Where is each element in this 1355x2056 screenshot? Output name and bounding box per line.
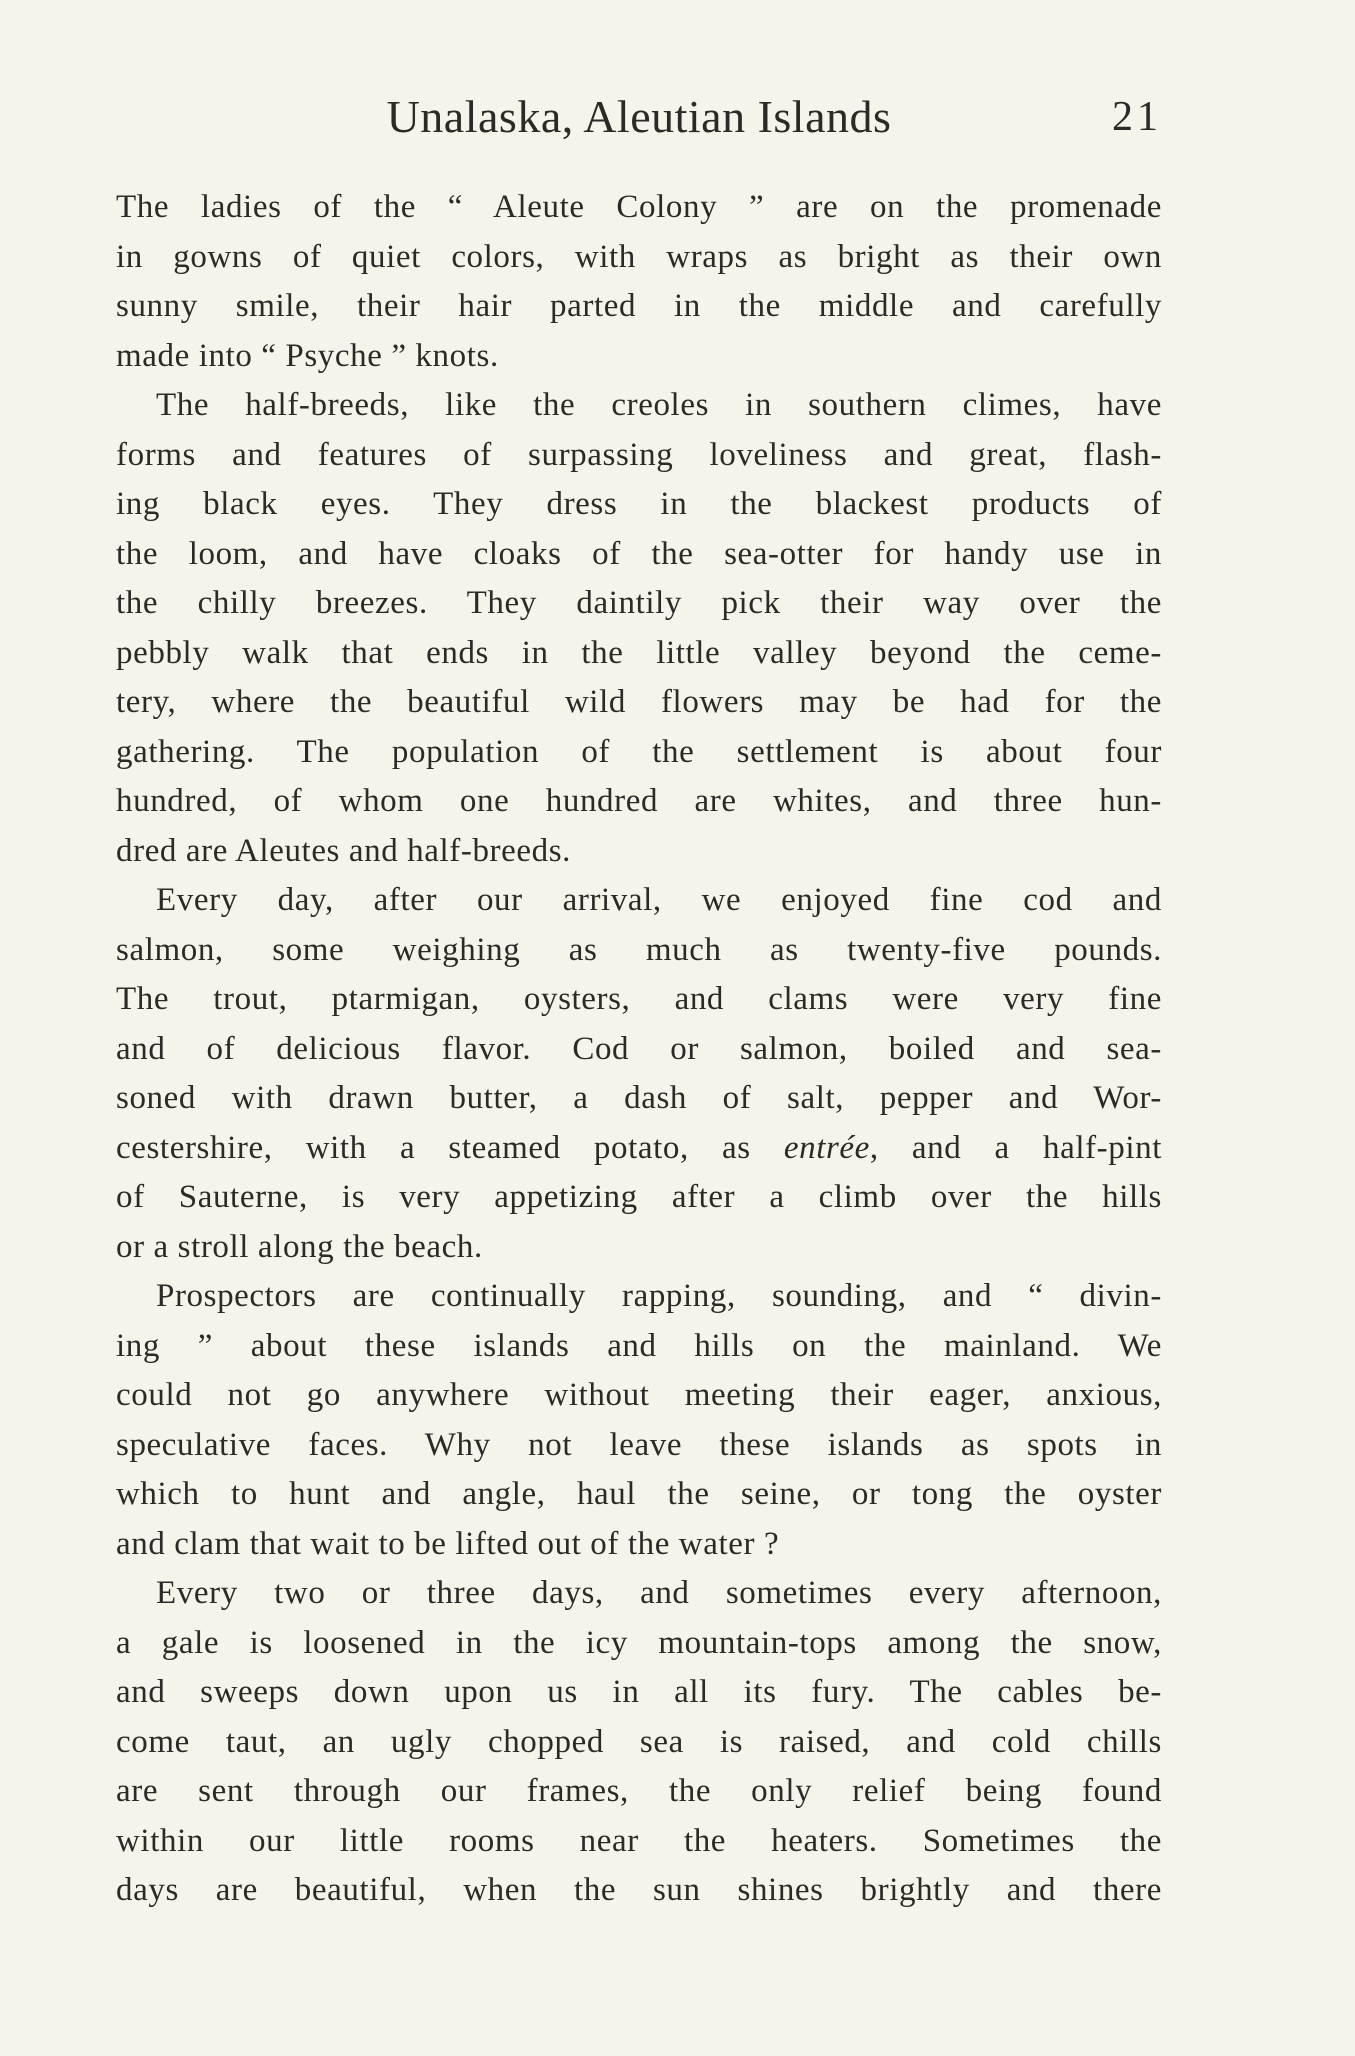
text-line: or a stroll along the beach. — [116, 1228, 483, 1265]
text-line: in gowns of quiet colors, with wraps as bright as their own — [116, 238, 1162, 275]
text-line: sunny smile, their hair parted in the middle and carefully — [116, 288, 1162, 324]
text-line: the chilly breezes. They daintily pick their way over the — [116, 585, 1162, 621]
text-line: and of delicious flavor. Cod or salmon, boiled and sea- — [116, 1030, 1162, 1067]
text-line: salmon, some weighing as much as twenty-five pounds. — [116, 931, 1162, 968]
text-line: cestershire, with a steamed potato, as entrée, and a half-pint — [116, 1129, 1162, 1166]
text-line: The half-breeds, like the creoles in southern climes, have — [156, 387, 1162, 423]
text-line: gathering. The population of the settlement is about four — [116, 733, 1162, 770]
text-line: come taut, an ugly chopped sea is raised, and cold chills — [116, 1723, 1162, 1760]
text-line: days are beautiful, when the sun shines brightly and there — [116, 1872, 1162, 1908]
text-line: and sweeps down upon us in all its fury. The cables be- — [116, 1674, 1162, 1710]
text-line: The trout, ptarmigan, oysters, and clams were very fine — [116, 981, 1162, 1017]
page-number: 21 — [1112, 94, 1162, 140]
text-line: could not go anywhere without meeting their eager, anxious, — [116, 1377, 1162, 1413]
text-line: which to hunt and angle, haul the seine, or tong the oyster — [116, 1476, 1162, 1512]
text-line: hundred, of whom one hundred are whites, and three hun- — [116, 783, 1162, 819]
text-line: speculative faces. Why not leave these islands as spots in — [116, 1426, 1162, 1463]
running-head — [116, 82, 1162, 152]
text-line: tery, where the beautiful wild flowers may be had for the — [116, 684, 1162, 720]
text-line: are sent through our frames, the only relief being found — [116, 1773, 1162, 1809]
text-line: Every day, after our arrival, we enjoyed fine cod and — [156, 882, 1162, 918]
italic-word: entrée — [783, 1129, 870, 1166]
text-line: soned with drawn butter, a dash of salt, pepper and Wor- — [116, 1080, 1162, 1116]
running-title: Unalaska, Aleutian Islands — [386, 91, 892, 142]
text-line: ing black eyes. They dress in the blackest products of — [116, 486, 1162, 522]
text-line: and clam that wait to be lifted out of the water ? — [116, 1525, 780, 1562]
body-text — [116, 183, 1162, 1916]
text-line: Every two or three days, and sometimes every afternoon, — [156, 1575, 1162, 1611]
text-line: within our little rooms near the heaters. Sometimes the — [116, 1822, 1162, 1859]
text-line: ing ” about these islands and hills on the mainland. We — [116, 1327, 1162, 1364]
text-line: made into “ Psyche ” knots. — [116, 337, 499, 374]
text-line: the loom, and have cloaks of the sea-otter for handy use in — [116, 535, 1162, 572]
text-line: of Sauterne, is very appetizing after a climb over the hills — [116, 1179, 1162, 1215]
text-line: The ladies of the “ Aleute Colony ” are on the promenade — [116, 189, 1162, 225]
text-line: pebbly walk that ends in the little valley beyond the ceme- — [116, 634, 1162, 671]
text-line: dred are Aleutes and half-breeds. — [116, 832, 572, 869]
text-line: a gale is loosened in the icy mountain-tops among the snow, — [116, 1624, 1162, 1661]
text-line: Prospectors are continually rapping, sounding, and “ divin- — [156, 1278, 1162, 1314]
text-line: forms and features of surpassing loveliness and great, flash- — [116, 436, 1162, 473]
